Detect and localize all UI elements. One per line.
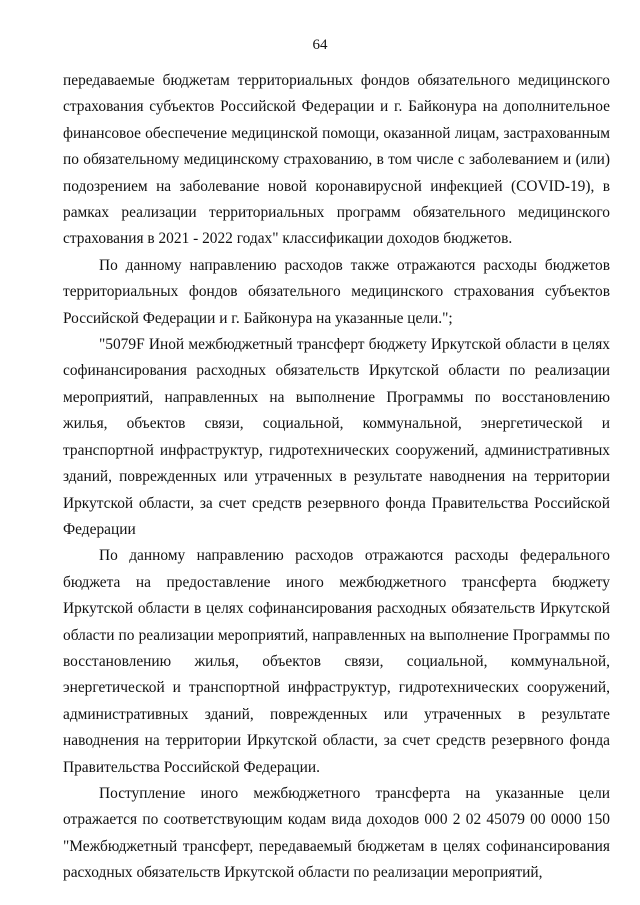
paragraph-expenses-description: По данному направлению расходов отражаются расходы федерального бюджета на предоставление иного межбюджетного трансферта бюджету Иркутской области в целях софинансирования расходных обязательств Иркутской области по реализации мероприятий, направленных на выполнение Программы по восстановлению жилья, объектов связи, социальной, коммунальной, энергетической и транспортной инфраструктур, гидротехнических сооружений, административных зданий, поврежденных или утраченных в результате наводнения на территории Иркутской области, за счет средств резервного фонда Правительства Российской Федерации. xyxy=(63,547,610,776)
paragraph-code-5079f: "5079F Иной межбюджетный трансферт бюджету Иркутской области в целях софинансирования расходных обязательств Иркутской области по реализации мероприятий, направленных на выполнение Программы по восстановлению жилья, объектов связи, социальной, коммунальной, энергетической и транспортной инфраструктур, гидротехнических сооружений, административных зданий, поврежденных или утраченных в результате наводнения на территории Иркутской области, за счет средств резервного фонда Правительства Российской Федерации xyxy=(63,336,610,538)
paragraph-revenue-codes: Поступление иного межбюджетного трансферта на указанные цели отражается по соответствующим кодам вида доходов 000 2 02 45079 00 0000 150 "Межбюджетный трансферт, передаваемый бюджетам в целях софинансирования расходных обязательств Иркутской области по реализации мероприятий, xyxy=(63,784,610,882)
paragraph-continuation: передаваемые бюджетам территориальных фондов обязательного медицинского страхования субъектов Российской Федерации и г. Байконура на дополнительное финансовое обеспечение медицинской помощи, оказанной лицам, застрахованным по обязательному медицинскому страхованию, в том числе с заболеванием и (или) подозрением на заболевание новой коронавирусной инфекцией (COVID-19), в рамках реализации территориальных программ обязательного медицинского страхования в 2021 - 2022 годах" классификации доходов бюджетов. xyxy=(63,72,610,248)
page-number: 64 xyxy=(312,37,328,53)
paragraph-expenses-note: По данному направлению расходов также отражаются расходы бюджетов территориальных фондов обязательного медицинского страхования субъектов Российской Федерации и г. Байконура на указанные цели."; xyxy=(63,256,610,327)
document-body xyxy=(63,68,610,887)
